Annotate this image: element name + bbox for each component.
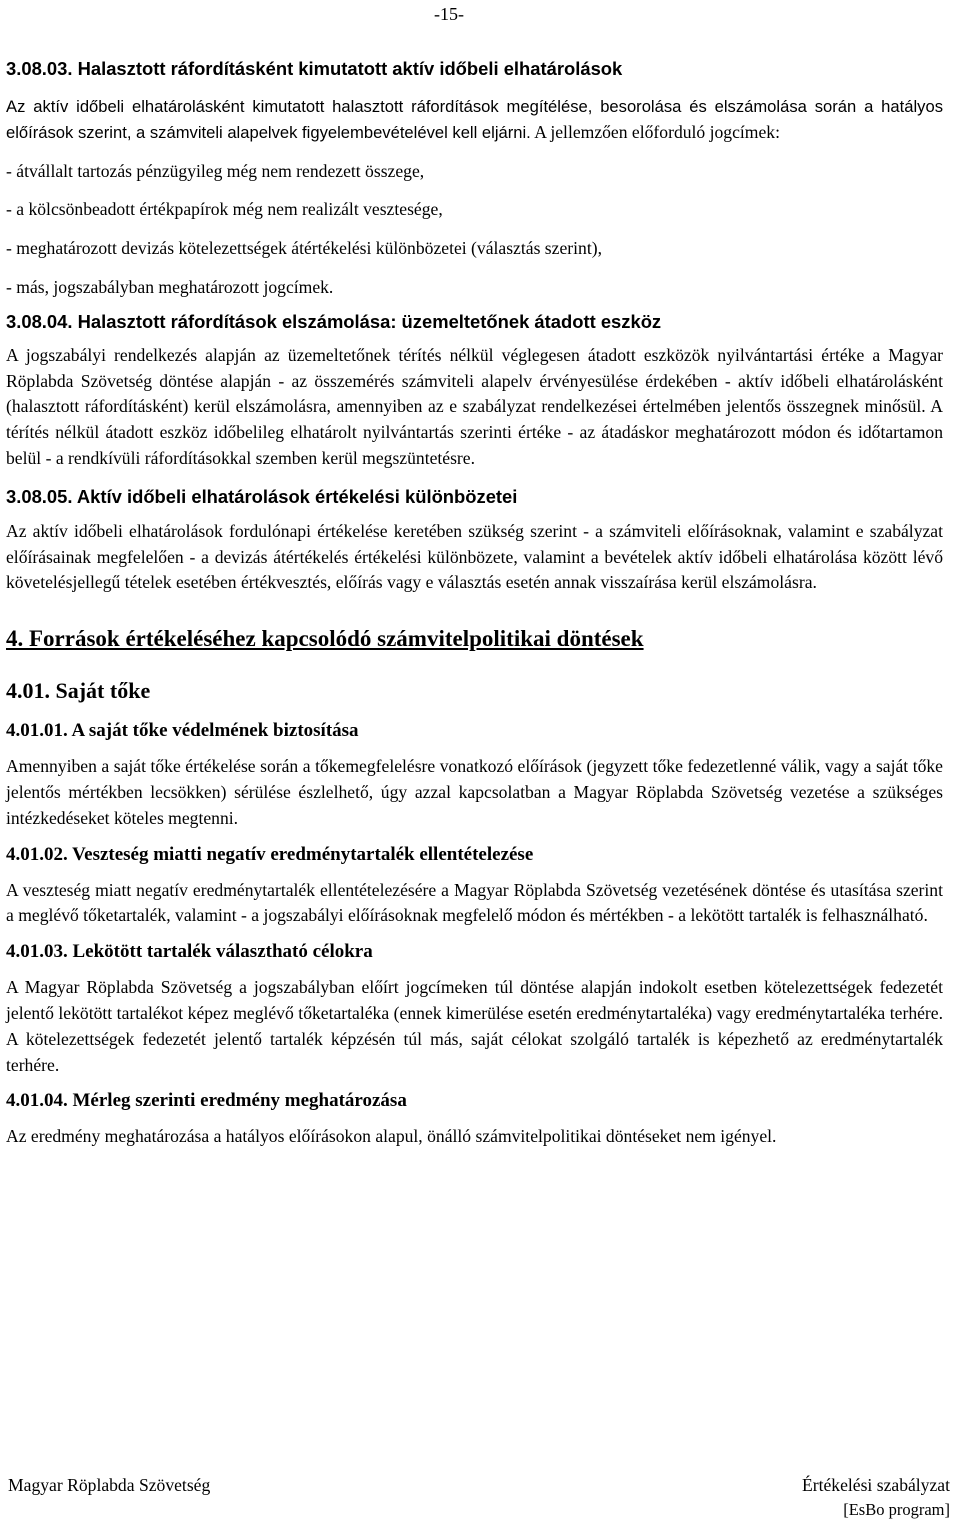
paragraph-4-01-01: Amennyiben a saját tőke értékelése során a tőkemegfelelésre vonatkozó előírások (jegyzett tőke fedezetlenné válik, vagy a saját tőke jelentős mértékben lecsökken) sérülése észlelhető, úgy azzal kapcsolatban a Magyar Röplabda Szövetség vezetése a szükséges intézkedéseket köteles megtenni. [6,756,943,828]
list-item: - meghatározott devizás kötelezettségek átértékelési különbözetei (választás szerint), [6,238,602,259]
paragraph-4-01-02: A veszteség miatt negatív eredménytartalék ellentételezésére a Magyar Röplabda Szövetség vezetésének döntése és utasítása szerint a meglévő tőketartalék, valamint - a jogszabályi előírásoknak megfelelő módon és mértékben - a lekötött tartalék is felhasználható. [6,879,943,926]
heading-3-08-03: 3.08.03. Halasztott ráfordításként kimutatott aktív időbeli elhatárolások [6,58,623,79]
heading-4-01-04: 4.01.04. Mérleg szerinti eredmény meghatározása [6,1090,407,1112]
heading-3-08-05: 3.08.05. Aktív időbeli elhatárolások értékelési különbözetei [6,485,518,507]
list-item: - a kölcsönbeadott értékpapírok még nem realizált vesztesége, [6,199,443,220]
page-number: -15- [434,4,464,24]
footer-organization: Magyar Röplabda Szövetség [8,1475,211,1495]
paragraph-4-01-03: A Magyar Röplabda Szövetség a jogszabályban előírt jogcímeken túl döntése alapján indokolt esetben kötelezettségek fedezetét jelentő lekötött tartalékot képez meglévő tőketartaléka (ennek kimerülése esetén eredménytartaléka) vagy eredménytartaléka terhére. A kötelezettségek fedezetét jelentő tartalék képzésén túl más, saját célokat szolgáló tartalék is képezhető az eredménytartalék terhére. [6,977,943,1075]
paragraph-3-08-03 [6,94,943,146]
document-body [6,56,943,1150]
intro-text-serif: A jellemzően előforduló jogcímek: [530,121,780,142]
paragraph-3-08-05: Az aktív időbeli elhatárolások fordulónapi értékelése keretében szükség szerint - a számviteli előírásoknak, valamint e szabályzat előírásainak megfelelően - a devizás átértékelés értékelési különbözete, valamint a bevételek aktív időbeli elhatárolása között lévő követelésjellegű tételek esetében értékvesztés, előírás vagy e választás esetén annak visszaírása kerül elszámolásra. [6,520,943,593]
list-item: - átvállalt tartozás pénzügyileg még nem rendezett összege, [6,160,425,181]
heading-4: 4. Források értékeléséhez kapcsolódó számvitelpolitikai döntések [6,626,644,652]
heading-4-01: 4.01. Saját tőke [6,678,151,704]
intro-text-sans: Az aktív időbeli elhatárolásként kimutatott halasztott ráfordítások megítélése, besorolása és elszámolása során a hatályos előírások szerint, a számviteli alapelvek figyelembevételével kell eljárni. [6,97,943,142]
heading-4-01-01: 4.01.01. A saját tőke védelmének biztosítása [6,720,359,742]
heading-4-01-03: 4.01.03. Lekötött tartalék választható célokra [6,941,373,963]
paragraph-3-08-04: A jogszabályi rendelkezés alapján az üzemeltetőnek térítés nélkül véglegesen átadott eszközök nyilvántartási értéke a Magyar Röplabda Szövetség döntése alapján - az összemérés számviteli alapelv érvényesülése érdekében - aktív időbeli elhatárolásként (halasztott ráfordításként) kerül elszámolásra, amennyiben az e szabályzat rendelkezései értelmében jelentős összegnek minősül. A térítés nélkül átadott eszköz időbelileg elhatárolt nyilvántartás szerinti értéke - az átadáskor meghatározott módon és időtartamon belül - a rendkívüli ráfordításokkal szemben kerül megszüntetésre. [6,344,943,468]
heading-4-01-02: 4.01.02. Veszteség miatti negatív eredménytartalék ellentételezése [6,843,534,865]
heading-3-08-04: 3.08.04. Halasztott ráfordítások elszámolása: üzemeltetőnek átadott eszköz [6,310,662,332]
paragraph-4-01-04: Az eredmény meghatározása a hatályos előírásokon alapul, önálló számvitelpolitikai döntéseket nem igényel. [6,1126,777,1147]
list-item: - más, jogszabályban meghatározott jogcímek. [6,276,334,297]
footer-document-title: Értékelési szabályzat [801,1475,950,1495]
footer-program: [EsBo program] [843,1500,950,1519]
